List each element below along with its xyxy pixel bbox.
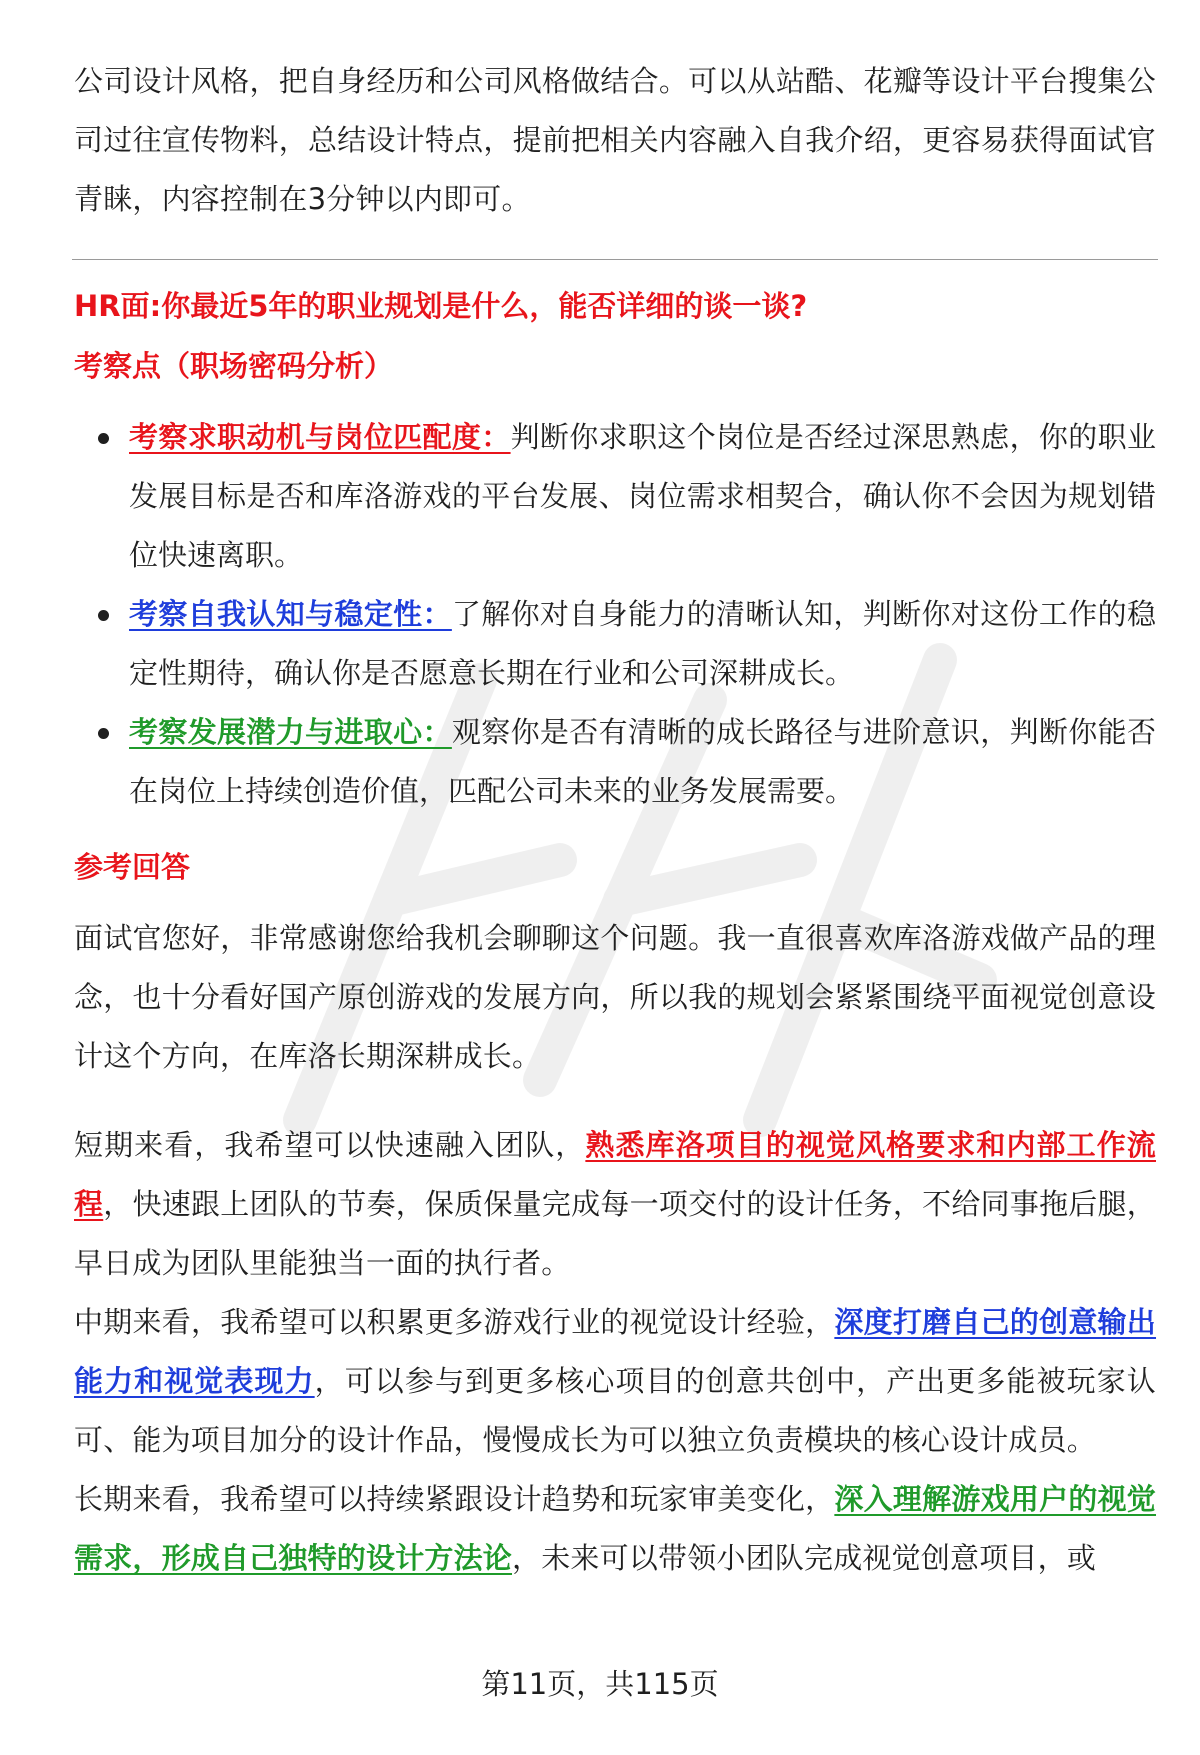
short-term-paragraph (74, 1116, 1156, 1293)
analysis-points-list (74, 408, 1156, 821)
short-term-highlight: 熟悉库洛项目的视觉风格要求和内部工作流程 (74, 1128, 1156, 1221)
mid-term-highlight: 深度打磨自己的创意输出能力和视觉表现力 (74, 1305, 1157, 1398)
short-term-text: 短期来看，我希望可以快速融入团队， (74, 1128, 586, 1162)
question-title: HR面:你最近5年的职业规划是什么，能否详细的谈一谈? (74, 289, 808, 323)
point-keyword: 考察自我认知与稳定性： (129, 597, 452, 631)
page-number-footer: 第11页，共115页 (481, 1667, 719, 1701)
mid-term-text-rest: ，可以参与到更多核心项目的创意共创中，产出更多能被玩家认可、能为项目加分的设计作品，慢慢成长为可以独立负责模块的核心设计成员。 (74, 1364, 1156, 1457)
long-term-text-rest: ，未来可以带领小团队完成视觉创意项目，或 (512, 1541, 1097, 1575)
list-item (74, 408, 1156, 585)
mid-term-text: 中期来看，我希望可以积累更多游戏行业的视觉设计经验， (74, 1305, 835, 1339)
list-item (74, 703, 1156, 821)
section-divider (72, 259, 1158, 260)
point-text: 了解你对自身能力的清晰认知，判断你对这份工作的稳定性期待，确认你是否愿意长期在行业和公司深耕成长。 (129, 597, 1156, 690)
point-keyword: 考察发展潜力与进取心： (129, 715, 452, 749)
short-term-text-rest: ，快速跟上团队的节奏，保质保量完成每一项交付的设计任务，不给同事拖后腿，早日成为团队里能独当一面的执行者。 (74, 1187, 1157, 1280)
point-text: 判断你求职这个岗位是否经过深思熟虑，你的职业发展目标是否和库洛游戏的平台发展、岗位需求相契合，确认你不会因为规划错位快速离职。 (129, 420, 1156, 572)
bullet-dot-icon (98, 728, 109, 739)
reference-opening: 面试官您好，非常感谢您给我机会聊聊这个问题。我一直很喜欢库洛游戏做产品的理念，也十分看好国产原创游戏的发展方向，所以我的规划会紧紧围绕平面视觉创意设计这个方向，在库洛长期深耕成长。 (74, 921, 1156, 1073)
list-item (74, 585, 1156, 703)
bullet-dot-icon (98, 433, 109, 444)
paragraph-gap (74, 1086, 1156, 1116)
long-term-highlight: 深入理解游戏用户的视觉需求，形成自己独特的设计方法论 (74, 1482, 1157, 1575)
point-keyword: 考察求职动机与岗位匹配度： (129, 420, 511, 454)
document-content (74, 52, 1156, 1588)
long-term-text: 长期来看，我希望可以持续紧跟设计趋势和玩家审美变化， (74, 1482, 835, 1516)
bullet-dot-icon (98, 610, 109, 621)
intro-paragraph: 公司设计风格，把自身经历和公司风格做结合。可以从站酷、花瓣等设计平台搜集公司过往宣传物料，总结设计特点，提前把相关内容融入自我介绍，更容易获得面试官青睐，内容控制在3分钟以内即可。 (74, 64, 1156, 216)
long-term-paragraph (74, 1470, 1156, 1588)
analysis-title: 考察点（职场密码分析） (74, 349, 394, 383)
mid-term-paragraph (74, 1293, 1156, 1470)
reference-title: 参考回答 (74, 850, 191, 884)
point-text: 观察你是否有清晰的成长路径与进阶意识，判断你能否在岗位上持续创造价值，匹配公司未来的业务发展需要。 (129, 715, 1156, 808)
